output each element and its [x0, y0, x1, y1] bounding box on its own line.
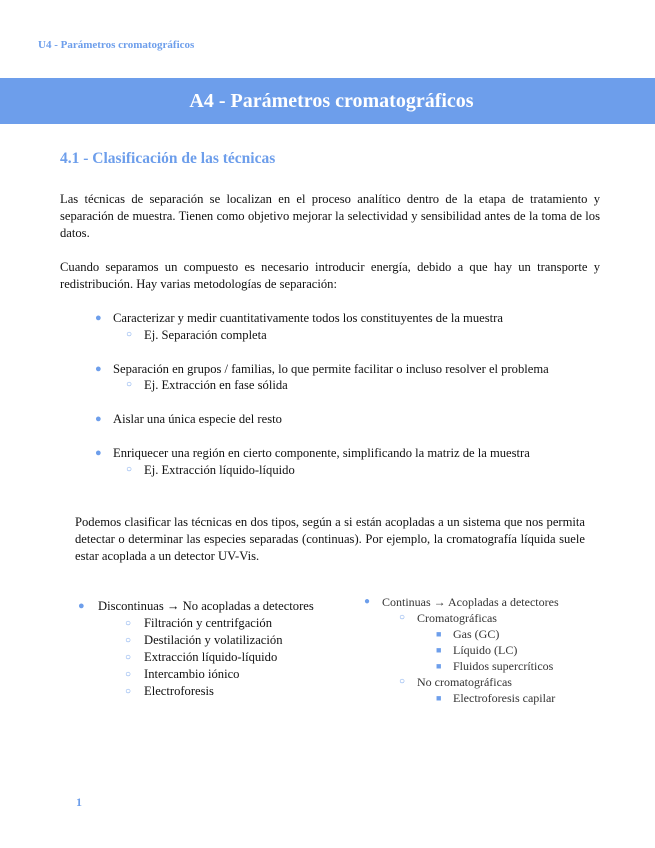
hollow-bullet-icon: ○ — [126, 463, 133, 475]
item-text: Líquido (LC) — [453, 643, 518, 657]
sub-sub-list-item — [364, 642, 634, 658]
list-item — [60, 361, 620, 378]
bullet-icon: ● — [364, 596, 371, 607]
title-band — [0, 78, 655, 124]
item-text: Electroforesis — [144, 684, 214, 698]
example-text: Ej. Extracción líquido-líquido — [144, 462, 295, 477]
continuous-heading: Continuas → Acopladas a detectores — [382, 595, 559, 609]
list-item — [78, 598, 348, 615]
bullet-icon: ● — [95, 446, 102, 459]
methodology-list — [60, 310, 620, 479]
sub-list-item — [78, 615, 348, 632]
sub-sub-list-item — [364, 690, 634, 706]
list-item — [364, 594, 634, 610]
square-bullet-icon: ■ — [436, 645, 442, 655]
page-number: 1 — [76, 795, 82, 809]
item-text: Fluidos supercríticos — [453, 659, 554, 673]
hollow-bullet-icon: ○ — [125, 652, 132, 663]
discontinuous-heading: Discontinuas → No acopladas a detectores — [98, 599, 314, 613]
sub-list-item — [60, 327, 620, 344]
discontinuous-list — [78, 598, 348, 700]
sub-list-item — [60, 377, 620, 394]
square-bullet-icon: ■ — [436, 629, 442, 639]
example-text: Ej. Separación completa — [144, 327, 267, 342]
list-item — [60, 445, 620, 462]
sub-list-item — [78, 649, 348, 666]
bullet-icon: ● — [95, 413, 102, 426]
bullet-icon: ● — [95, 312, 102, 324]
hollow-bullet-icon: ○ — [399, 676, 406, 687]
bullet-icon: ● — [78, 600, 85, 612]
group-label: Cromatográficas — [417, 611, 497, 625]
item-text: Destilación y volatilización — [144, 633, 283, 647]
item-text: Extracción líquido-líquido — [144, 650, 278, 664]
continuous-list — [364, 594, 634, 706]
list-item — [60, 411, 620, 428]
square-bullet-icon: ■ — [436, 693, 442, 703]
sub-list-item — [364, 610, 634, 626]
sub-sub-list-item — [364, 658, 634, 674]
item-text: Filtración y centrifgación — [144, 616, 272, 630]
square-bullet-icon: ■ — [436, 661, 442, 671]
hollow-bullet-icon: ○ — [125, 635, 132, 646]
sub-list-item — [364, 674, 634, 690]
classification-paragraph: Podemos clasificar las técnicas en dos tipos, según a si están acopladas a un sistema que nos permita detectar o determinar las especies separadas (continuas). Por ejemplo, la cromatografía líquida suele estar acoplada a un detector UV-Vis. — [75, 515, 585, 563]
sub-list-item — [78, 666, 348, 683]
hollow-bullet-icon: ○ — [125, 686, 132, 697]
sub-list-item — [60, 462, 620, 479]
group-label: No cromatográficas — [417, 675, 512, 689]
sub-list-item — [78, 683, 348, 700]
list-item-text: Enriquecer una región en cierto componente, simplificando la matriz de la muestra — [113, 445, 530, 460]
list-item-text: Separación en grupos / familias, lo que permite facilitar o incluso resolver el problema — [113, 361, 549, 376]
list-item-text: Aislar una única especie del resto — [113, 412, 282, 427]
hollow-bullet-icon: ○ — [125, 669, 132, 680]
hollow-bullet-icon: ○ — [399, 612, 406, 623]
section-heading: 4.1 - Clasificación de las técnicas — [60, 150, 276, 167]
item-text: Intercambio iónico — [144, 667, 240, 681]
item-text: Electroforesis capilar — [453, 691, 556, 705]
list-item — [60, 310, 620, 327]
sub-sub-list-item — [364, 626, 634, 642]
hollow-bullet-icon: ○ — [126, 379, 133, 391]
energy-paragraph: Cuando separamos un compuesto es necesario introducir energía, debido a que hay un transporte y redistribución. Hay varias metodologías de separación: — [60, 260, 600, 291]
hollow-bullet-icon: ○ — [125, 618, 132, 629]
document-title: A4 - Parámetros cromatográficos — [189, 90, 474, 112]
bullet-icon: ● — [95, 362, 102, 375]
item-text: Gas (GC) — [453, 627, 500, 641]
example-text: Ej. Extracción en fase sólida — [144, 378, 288, 393]
hollow-bullet-icon: ○ — [126, 328, 133, 340]
list-item-text: Caracterizar y medir cuantitativamente todos los constituyentes de la muestra — [113, 311, 503, 325]
running-header: U4 - Parámetros cromatográficos — [38, 39, 195, 51]
intro-paragraph: Las técnicas de separación se localizan en el proceso analítico dentro de la etapa de tratamiento y separación de muestra. Tienen como objetivo mejorar la selectividad y sensibilidad antes de la toma de los datos. — [60, 192, 600, 240]
sub-list-item — [78, 632, 348, 649]
